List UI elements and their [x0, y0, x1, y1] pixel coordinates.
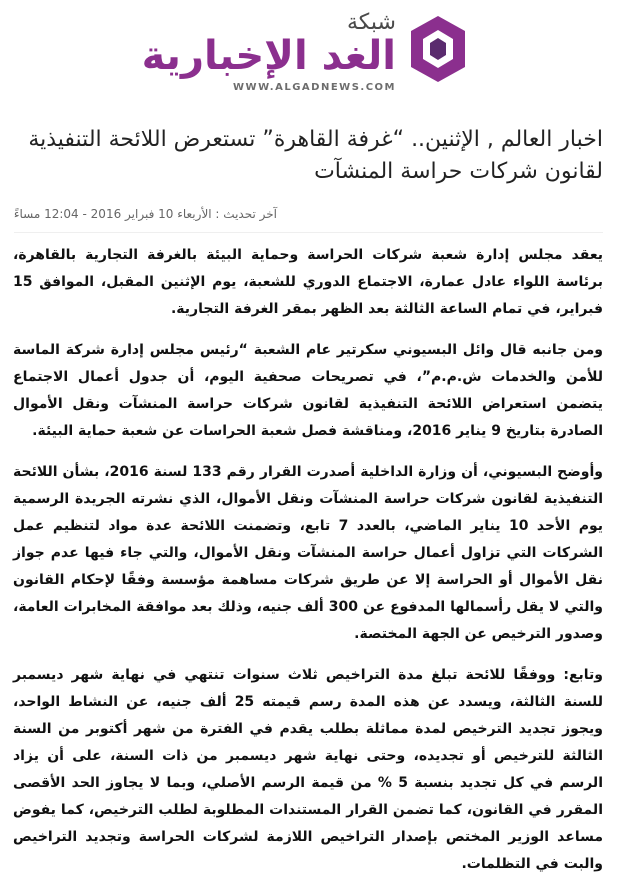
article-paragraph: يعقد مجلس إدارة شعبة شركات الحراسة وحماية البيئة بالغرفة التجارية بالقاهرة، برئاسة اللواء عادل عمارة، الاجتماع الدوري للشعبة، يوم الإثنين المقبل، الموافق 15 فبراير، في تمام الساعة الثالثة بعد الظهر بمقر الغرفة التجارية.	[13, 247, 603, 317]
hexagon-logo-icon	[408, 14, 468, 84]
article-paragraph: وأوضح البسيوني، أن وزارة الداخلية أصدرت القرار رقم 133 لسنة 2016، بشأن اللائحة التنفيذية لقانون شركات حراسة المنشآت ونقل الأموال، الذي نشرته الجريدة الرسمية يوم الأحد 10 يناير الماضي، بالعدد 7 تابع، وتضمنت اللائحة عدة مواد لتنظيم عمل الشركات التي تزاول أعمال حراسة المنشآت ونقل الأموال، والتي جاء فيها عدم جواز نقل الأموال أو الحراسة إلا عن طريق شركات مساهمة مؤسسة وفقًا لإحكام القانون والتي لا يقل رأسمالها المدفوع عن 300 ألف جنيه، وذلك بعد موافقة المخابرات العامة، وصدور الترخيص عن الجهة المختصة.	[13, 464, 604, 642]
last-updated: آخر تحديث : الأربعاء 10 فبراير 2016 - 12:04 مساءً	[13, 207, 277, 221]
logo-url: WWW.ALGADNEWS.COM	[233, 82, 396, 93]
article-paragraph: ومن جانبه قال وائل البسيوني سكرتير عام الشعبة “رئيس مجلس إدارة شركة الماسة للأمن والخدمات ش.م.م”، في تصريحات صحفية اليوم، أن جدول أعمال الاجتماع يتضمن استعراض اللائحة التنفيذية لقانون شركات حراسة المنشآت ونقل الأموال الصادرة بتاريخ 9 يناير 2016، ومناقشة فصل شعبة الحراسات عن شعبة حماية البيئة.	[13, 342, 603, 439]
article-headline: اخبار العالم , الإثنين.. “غرفة القاهرة” تستعرض اللائحة التنفيذية لقانون شركات حراسة المنشآت	[28, 127, 603, 184]
logo-title: الغد الإخبارية	[141, 33, 396, 79]
site-logo[interactable]	[141, 10, 468, 102]
site-header	[0, 10, 617, 102]
article-body	[13, 242, 603, 892]
divider	[14, 232, 603, 233]
article-paragraph: وتابع: ووفقًا للائحة تبلغ مدة التراخيص ثلاث سنوات تنتهي في نهاية شهر ديسمبر للسنة الثالثة، ويسدد عن هذه المدة رسم قيمته 25 ألف جنيه، عن النشاط الواحد، ويجوز تجديد الترخيص لمدة مماثلة بطلب يقدم في الفترة من شهر أكتوبر من السنة الثالثة للترخيص أو تجديده، وحتى نهاية شهر ديسمبر من ذات السنة، على أن يزاد الرسم في كل تجديد بنسبة 5 % من قيمة الرسم الأصلي، وبما لا يجاوز الحد الأقصى المقرر في القانون، كما تضمن القرار المستندات المطلوبة لطلب الترخيص، كما يفوض مساعد الوزير المختص بإصدار التراخيص اللازمة لشركات الحراسة وتجديد التراخيص والبت في التظلمات.	[13, 667, 603, 872]
logo-network-text: شبكة	[346, 10, 396, 35]
